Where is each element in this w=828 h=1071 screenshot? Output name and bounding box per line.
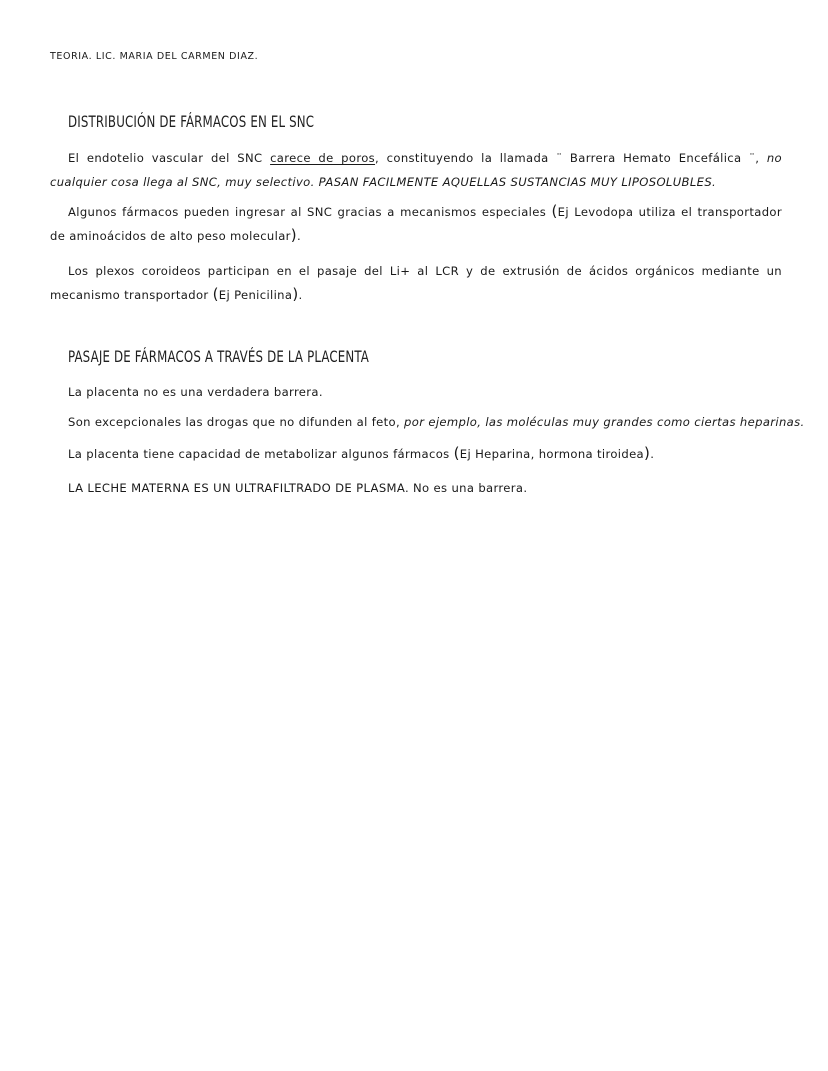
paren-close: ) bbox=[292, 285, 299, 303]
paren-close: ) bbox=[644, 444, 651, 462]
underlined-text: carece de poros bbox=[270, 151, 376, 165]
text-segment: . bbox=[298, 288, 303, 302]
text-segment: La placenta tiene capacidad de metabolizar algunos fármacos bbox=[68, 447, 454, 461]
italic-text: por ejemplo, las moléculas muy grandes como ciertas heparinas. bbox=[404, 415, 805, 429]
text-segment: Algunos fármacos pueden ingresar al SNC gracias a mecanismos especiales bbox=[68, 205, 552, 219]
paragraph-mecanismos-especiales bbox=[50, 200, 782, 248]
text-segment: Los plexos coroideos participan en el pasaje del Li+ al LCR y de extrusión de ácidos orgánicos mediante un mecanismo transportador bbox=[50, 264, 782, 302]
paren-open: ( bbox=[551, 202, 558, 220]
paragraph-bhe bbox=[50, 146, 782, 194]
line-leche-materna bbox=[68, 481, 527, 495]
line-placenta-metaboliza bbox=[68, 444, 655, 462]
example-text: Ej Heparina, hormona tiroidea bbox=[459, 447, 645, 461]
text-segment: . bbox=[296, 229, 302, 243]
author-header: TEORIA. LIC. MARIA DEL CARMEN DIAZ. bbox=[50, 51, 259, 62]
text-segment: . bbox=[650, 447, 655, 461]
line-drogas-excepcionales bbox=[68, 415, 805, 429]
paren-open: ( bbox=[212, 285, 219, 303]
section-title-placenta: PASAJE DE FÁRMACOS A TRAVÉS DE LA PLACENTA bbox=[68, 347, 370, 366]
text-segment: La placenta no es una verdadera barrera. bbox=[68, 385, 323, 399]
example-text: Ej Levodopa utiliza el transportador de aminoácidos de alto peso molecular bbox=[50, 205, 782, 243]
paren-close: ) bbox=[290, 226, 297, 244]
line-placenta-no-barrera bbox=[68, 385, 323, 399]
section-title-snc: DISTRIBUCIÓN DE FÁRMACOS EN EL SNC bbox=[68, 112, 315, 131]
text-segment: , constituyendo la llamada ¨ Barrera Hemato Encefálica ¨, bbox=[375, 151, 767, 165]
example-text: Ej Penicilina bbox=[218, 288, 293, 302]
italic-text: no cualquier cosa llega al SNC, muy selectivo. PASAN FACILMENTE AQUELLAS SUSTANCIAS MUY LIPOSOLUBLES. bbox=[50, 151, 783, 189]
text-segment: LA LECHE MATERNA ES UN ULTRAFILTRADO DE PLASMA. No es una barrera. bbox=[68, 481, 528, 495]
paren-open: ( bbox=[453, 444, 460, 462]
text-segment: El endotelio vascular del SNC bbox=[68, 151, 271, 165]
paragraph-plexos-coroideos bbox=[50, 259, 782, 307]
text-segment: Son excepcionales las drogas que no difunden al feto, bbox=[68, 415, 405, 429]
